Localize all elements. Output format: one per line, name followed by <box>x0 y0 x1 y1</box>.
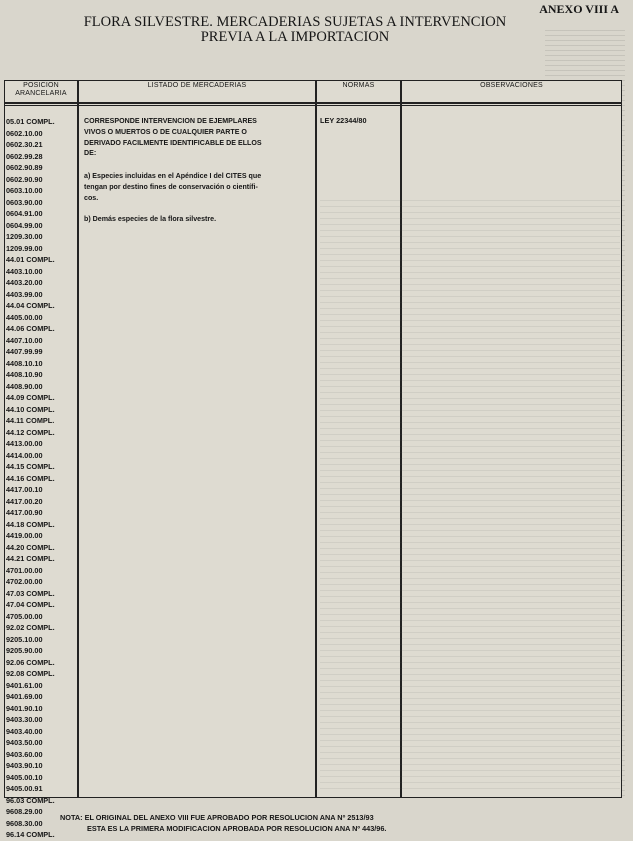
header-divider <box>5 102 621 104</box>
tariff-code: 4417.00.20 <box>6 496 43 506</box>
header-posicion-line-1: POSICION <box>23 82 59 89</box>
tariff-code: 44.20 COMPL. <box>6 542 55 552</box>
tariff-code: 9205.90.00 <box>6 646 43 655</box>
tariff-code: 47.03 COMPL. <box>6 588 55 598</box>
tariff-code: 9403.90.10 <box>6 761 43 770</box>
norma-value: LEY 22344/80 <box>320 116 367 125</box>
tariff-code: 4414.00.00 <box>6 450 43 460</box>
tariff-code: 4408.10.10 <box>6 358 43 368</box>
tariff-code: 9405.00.91 <box>6 784 43 793</box>
tariff-code: 96.14 COMPL. <box>6 830 55 839</box>
merchandise-description <box>84 116 312 224</box>
footnote-line-2: ESTA ES LA PRIMERA MODIFICACION APROBADA POR RESOLUCION ANA Nº 443/96. <box>87 824 387 833</box>
header-listado: LISTADO DE MERCADERIAS <box>147 82 247 89</box>
tariff-code: 96.03 COMPL. <box>6 795 55 805</box>
tariff-code: 9401.61.00 <box>6 680 43 690</box>
tariff-code: 9608.30.00 <box>6 818 43 828</box>
tariff-code: 44.16 COMPL. <box>6 473 55 483</box>
tariff-code: 44.12 COMPL. <box>6 427 55 437</box>
tariff-code: 9608.29.00 <box>6 807 43 816</box>
tariff-code: 0602.99.28 <box>6 151 43 161</box>
tariff-code: 4417.00.90 <box>6 508 43 517</box>
tariff-code: 0602.30.21 <box>6 140 43 149</box>
column-divider <box>77 81 79 797</box>
tariff-code: 9403.60.00 <box>6 749 43 759</box>
tariff-code: 92.02 COMPL. <box>6 623 55 632</box>
description-line: CORRESPONDE INTERVENCION DE EJEMPLARES <box>84 117 257 125</box>
tariff-code: 9403.50.00 <box>6 738 43 747</box>
description-line: tengan por destino fines de conservación o científi- <box>84 182 258 191</box>
tariff-code: 4407.99.99 <box>6 347 43 356</box>
tariff-code: 0602.90.89 <box>6 163 43 172</box>
header-posicion-line-2: ARANCELARIA <box>15 90 67 97</box>
header-normas: NORMAS <box>342 82 375 89</box>
tariff-code: 92.08 COMPL. <box>6 669 55 678</box>
description-line: VIVOS O MUERTOS O DE CUALQUIER PARTE O <box>84 127 247 136</box>
footnote <box>60 812 386 834</box>
description-line: DERIVADO FACILMENTE IDENTIFICABLE DE ELLOS <box>84 138 262 147</box>
tariff-code-list <box>6 116 76 841</box>
tariff-code: 4702.00.00 <box>6 577 43 586</box>
title-line-2: PREVIA A LA IMPORTACION <box>200 29 390 45</box>
annex-label: ANEXO VIII A <box>539 2 619 16</box>
tariff-code: 92.06 COMPL. <box>6 657 55 667</box>
tariff-code: 44.01 COMPL. <box>6 255 55 264</box>
description-line: a) Especies incluidas en el Apéndice I del CITES que <box>84 172 262 181</box>
tariff-code: 0604.91.00 <box>6 209 43 218</box>
tariff-code: 4419.00.00 <box>6 531 43 540</box>
tariff-code: 44.21 COMPL. <box>6 554 55 563</box>
tariff-code: 4413.00.00 <box>6 439 43 448</box>
tariff-code: 9405.00.10 <box>6 772 43 782</box>
description-line: b) Demás especies de la flora silvestre. <box>84 214 217 223</box>
tariff-code: 0604.99.00 <box>6 220 43 230</box>
tariff-code: 4405.00.00 <box>6 312 43 322</box>
tariff-code: 47.04 COMPL. <box>6 600 55 609</box>
tariff-code: 0602.90.90 <box>6 174 43 184</box>
tariff-code: 9401.69.00 <box>6 692 43 701</box>
tariff-code: 0602.10.00 <box>6 128 43 138</box>
tariff-code: 9401.90.10 <box>6 703 43 713</box>
tariff-code: 1209.99.00 <box>6 243 43 253</box>
header-posicion <box>5 82 77 98</box>
bleed-through-texture <box>320 200 620 790</box>
description-line: DE: <box>84 149 97 158</box>
document-title <box>60 15 530 45</box>
tariff-code: 9403.40.00 <box>6 726 43 736</box>
tariff-code: 4403.99.00 <box>6 289 43 299</box>
column-divider <box>315 81 317 797</box>
tariff-code: 1209.30.00 <box>6 232 43 241</box>
header-divider-double <box>5 105 621 106</box>
tariff-code: 9403.30.00 <box>6 715 43 724</box>
tariff-code: 9205.10.00 <box>6 634 43 644</box>
tariff-code: 4417.00.10 <box>6 485 43 494</box>
tariff-code: 4408.10.90 <box>6 370 43 379</box>
tariff-code: 0603.90.00 <box>6 197 43 207</box>
tariff-code: 44.09 COMPL. <box>6 393 55 402</box>
title-line-1: FLORA SILVESTRE. MERCADERIAS SUJETAS A INTERVENCION <box>83 14 507 30</box>
tariff-code: 4403.20.00 <box>6 278 43 287</box>
tariff-code: 44.10 COMPL. <box>6 404 55 414</box>
footnote-line-1: NOTA: EL ORIGINAL DEL ANEXO VIII FUE APROBADO POR RESOLUCION ANA Nº 2513/93 <box>60 813 374 822</box>
header-observaciones: OBSERVACIONES <box>480 82 543 89</box>
tariff-code: 4705.00.00 <box>6 611 43 621</box>
tariff-code: 44.11 COMPL. <box>6 416 55 425</box>
tariff-code: 4403.10.00 <box>6 266 43 276</box>
tariff-code: 4701.00.00 <box>6 565 43 575</box>
tariff-code: 0603.10.00 <box>6 186 43 195</box>
description-line: cos. <box>84 193 99 202</box>
tariff-code: 44.04 COMPL. <box>6 301 55 310</box>
tariff-code: 44.18 COMPL. <box>6 519 55 529</box>
tariff-code: 44.15 COMPL. <box>6 462 55 471</box>
tariff-code: 44.06 COMPL. <box>6 324 55 333</box>
tariff-code: 4408.90.00 <box>6 381 43 391</box>
tariff-code: 4407.10.00 <box>6 335 43 345</box>
tariff-code: 05.01 COMPL. <box>6 117 55 126</box>
